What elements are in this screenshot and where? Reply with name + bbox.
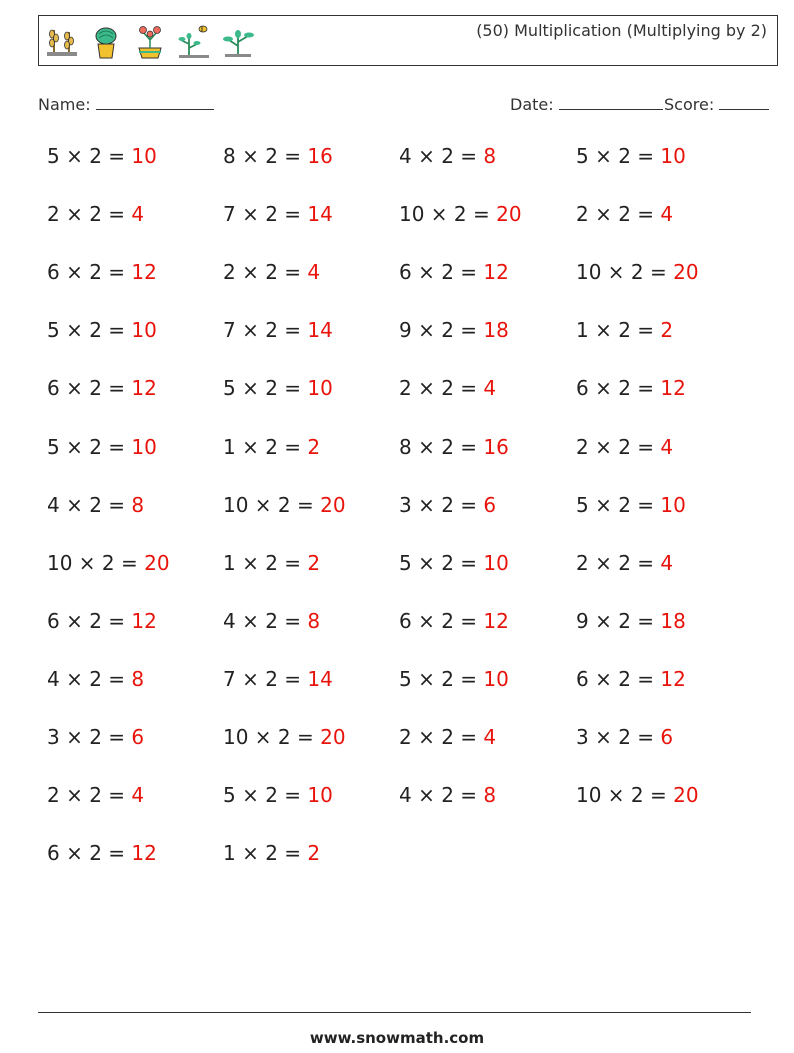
problem-question: 8 × 2 = bbox=[223, 144, 308, 168]
problem-item bbox=[399, 783, 496, 807]
problem-item bbox=[399, 551, 509, 575]
problem-answer: 8 bbox=[131, 666, 145, 691]
problem-question: 1 × 2 = bbox=[223, 550, 308, 575]
problem-question: 2 × 2 = bbox=[399, 376, 484, 401]
problem-answer: 20 bbox=[496, 202, 522, 227]
problem-answer: 12 bbox=[660, 376, 686, 401]
problem-item bbox=[223, 435, 320, 459]
problem-question: 5 × 2 = bbox=[47, 434, 132, 459]
problem-item bbox=[399, 493, 496, 517]
problem-answer: 10 bbox=[131, 434, 157, 459]
problem-question: 5 × 2 = bbox=[399, 550, 484, 575]
problem-answer: 20 bbox=[144, 550, 170, 575]
problem-answer: 14 bbox=[307, 318, 333, 343]
problem-answer: 10 bbox=[307, 376, 333, 401]
problem-item bbox=[399, 725, 496, 749]
potted-plant-icon bbox=[89, 22, 123, 60]
score-blank[interactable] bbox=[719, 93, 769, 110]
problem-question: 5 × 2 = bbox=[223, 783, 308, 808]
problem-item bbox=[576, 435, 673, 459]
problem-item bbox=[223, 783, 333, 807]
problem-answer: 20 bbox=[320, 725, 346, 749]
problem-answer: 12 bbox=[483, 260, 509, 285]
seedling-icon bbox=[221, 22, 255, 60]
problem-question: 6 × 2 = bbox=[399, 608, 484, 633]
problem-question: 7 × 2 = bbox=[223, 666, 308, 691]
problem-question: 5 × 2 = bbox=[223, 376, 308, 401]
problem-answer: 6 bbox=[483, 492, 497, 517]
score-field bbox=[664, 93, 769, 114]
problem-question: 6 × 2 = bbox=[576, 666, 661, 691]
problem-answer: 10 bbox=[131, 318, 157, 343]
problem-question: 9 × 2 = bbox=[576, 608, 661, 633]
problem-question: 2 × 2 = bbox=[47, 783, 132, 808]
problem-question: 10 × 2 = bbox=[576, 783, 674, 808]
problem-item bbox=[576, 667, 686, 691]
problem-item bbox=[47, 376, 157, 400]
problem-question: 7 × 2 = bbox=[223, 318, 308, 343]
problem-item bbox=[223, 318, 333, 342]
problem-item bbox=[47, 725, 144, 749]
problem-item bbox=[576, 144, 686, 168]
problem-answer: 12 bbox=[660, 666, 686, 691]
problem-question: 2 × 2 = bbox=[47, 202, 132, 227]
problem-answer: 2 bbox=[307, 841, 321, 866]
problem-answer: 14 bbox=[307, 202, 333, 227]
problem-question: 6 × 2 = bbox=[47, 608, 132, 633]
problem-question: 10 × 2 = bbox=[47, 550, 145, 575]
problem-item bbox=[47, 551, 170, 575]
problem-question: 6 × 2 = bbox=[47, 376, 132, 401]
problem-question: 6 × 2 = bbox=[47, 260, 132, 285]
problem-answer: 2 bbox=[660, 318, 674, 343]
problem-answer: 6 bbox=[131, 725, 145, 749]
problem-item bbox=[47, 144, 157, 168]
problem-question: 3 × 2 = bbox=[47, 725, 132, 749]
problem-answer: 12 bbox=[131, 841, 157, 866]
problem-item bbox=[47, 783, 144, 807]
problem-item bbox=[223, 667, 333, 691]
problem-question: 2 × 2 = bbox=[576, 434, 661, 459]
problem-question: 3 × 2 = bbox=[576, 725, 661, 749]
problem-item bbox=[47, 318, 157, 342]
plant-icons bbox=[45, 22, 255, 62]
problem-question: 5 × 2 = bbox=[47, 318, 132, 343]
problem-answer: 12 bbox=[483, 608, 509, 633]
problem-item bbox=[576, 609, 686, 633]
problem-answer: 20 bbox=[320, 492, 346, 517]
problem-answer: 18 bbox=[660, 608, 686, 633]
problem-answer: 10 bbox=[131, 144, 157, 168]
problem-item bbox=[399, 260, 509, 284]
problem-answer: 4 bbox=[660, 434, 674, 459]
problem-answer: 6 bbox=[660, 725, 674, 749]
problem-question: 1 × 2 = bbox=[223, 841, 308, 866]
problem-answer: 4 bbox=[131, 783, 145, 808]
worksheet-header bbox=[38, 15, 778, 66]
problem-answer: 4 bbox=[483, 376, 497, 401]
problem-item bbox=[576, 725, 673, 749]
problem-question: 4 × 2 = bbox=[223, 608, 308, 633]
problem-question: 9 × 2 = bbox=[399, 318, 484, 343]
problem-item bbox=[47, 609, 157, 633]
problem-item bbox=[223, 841, 320, 865]
problem-answer: 4 bbox=[660, 550, 674, 575]
problem-answer: 10 bbox=[660, 492, 686, 517]
problem-question: 2 × 2 = bbox=[576, 550, 661, 575]
problem-question: 4 × 2 = bbox=[399, 783, 484, 808]
name-label: Name: bbox=[38, 95, 91, 114]
problem-item bbox=[576, 376, 686, 400]
problem-question: 10 × 2 = bbox=[576, 260, 674, 285]
problem-question: 8 × 2 = bbox=[399, 434, 484, 459]
problem-answer: 12 bbox=[131, 260, 157, 285]
worksheet-title: (50) Multiplication (Multiplying by 2) bbox=[476, 21, 767, 40]
problem-answer: 10 bbox=[307, 783, 333, 808]
date-field bbox=[510, 93, 663, 114]
problem-item bbox=[47, 493, 144, 517]
problem-question: 2 × 2 = bbox=[576, 202, 661, 227]
problem-question: 6 × 2 = bbox=[399, 260, 484, 285]
problem-answer: 20 bbox=[673, 260, 699, 285]
problem-item bbox=[399, 376, 496, 400]
problem-answer: 4 bbox=[131, 202, 145, 227]
problem-question: 2 × 2 = bbox=[223, 260, 308, 285]
problem-question: 10 × 2 = bbox=[223, 725, 321, 749]
problem-answer: 14 bbox=[307, 666, 333, 691]
problem-question: 1 × 2 = bbox=[223, 434, 308, 459]
problem-item bbox=[223, 551, 320, 575]
wheat-icon bbox=[45, 22, 79, 60]
problem-item bbox=[399, 667, 509, 691]
problem-item bbox=[223, 609, 320, 633]
problem-answer: 16 bbox=[307, 144, 333, 168]
problem-answer: 12 bbox=[131, 608, 157, 633]
problem-item bbox=[576, 551, 673, 575]
problem-item bbox=[576, 202, 673, 226]
problem-item bbox=[399, 435, 509, 459]
name-blank[interactable] bbox=[96, 93, 214, 110]
date-blank[interactable] bbox=[559, 93, 663, 110]
problem-answer: 18 bbox=[483, 318, 509, 343]
problem-item bbox=[223, 260, 320, 284]
problem-question: 5 × 2 = bbox=[576, 492, 661, 517]
flower-pot-icon bbox=[133, 22, 167, 60]
problem-item bbox=[47, 202, 144, 226]
problem-item bbox=[399, 202, 522, 226]
problem-answer: 10 bbox=[483, 666, 509, 691]
problem-question: 2 × 2 = bbox=[399, 725, 484, 749]
problem-item bbox=[399, 609, 509, 633]
problem-answer: 8 bbox=[483, 783, 497, 808]
problem-question: 4 × 2 = bbox=[47, 666, 132, 691]
problem-question: 1 × 2 = bbox=[576, 318, 661, 343]
problem-question: 4 × 2 = bbox=[47, 492, 132, 517]
problem-item bbox=[576, 493, 686, 517]
score-label: Score: bbox=[664, 95, 715, 114]
problem-item bbox=[47, 435, 157, 459]
problem-item bbox=[223, 144, 333, 168]
problem-question: 7 × 2 = bbox=[223, 202, 308, 227]
problem-question: 10 × 2 = bbox=[223, 492, 321, 517]
problem-item bbox=[399, 144, 496, 168]
problem-item bbox=[47, 841, 157, 865]
problem-item bbox=[399, 318, 509, 342]
problem-question: 5 × 2 = bbox=[399, 666, 484, 691]
problem-answer: 4 bbox=[307, 260, 321, 285]
problem-item bbox=[223, 202, 333, 226]
problem-answer: 20 bbox=[673, 783, 699, 808]
date-label: Date: bbox=[510, 95, 554, 114]
problem-answer: 8 bbox=[307, 608, 321, 633]
problem-answer: 10 bbox=[483, 550, 509, 575]
problem-item bbox=[223, 725, 346, 749]
problem-item bbox=[223, 493, 346, 517]
problem-item bbox=[47, 260, 157, 284]
problem-answer: 8 bbox=[131, 492, 145, 517]
problem-item bbox=[576, 318, 673, 342]
sprout-bee-icon bbox=[177, 22, 211, 60]
problem-item bbox=[576, 783, 699, 807]
problem-answer: 2 bbox=[307, 550, 321, 575]
problem-item bbox=[47, 667, 144, 691]
footer-url: www.snowmath.com bbox=[309, 1029, 485, 1047]
problem-question: 6 × 2 = bbox=[576, 376, 661, 401]
problem-answer: 8 bbox=[483, 144, 497, 168]
problem-question: 10 × 2 = bbox=[399, 202, 497, 227]
problem-question: 4 × 2 = bbox=[399, 144, 484, 168]
problem-question: 5 × 2 = bbox=[576, 144, 661, 168]
problem-question: 6 × 2 = bbox=[47, 841, 132, 866]
problem-question: 3 × 2 = bbox=[399, 492, 484, 517]
problem-item bbox=[576, 260, 699, 284]
name-field bbox=[38, 93, 214, 114]
problem-answer: 16 bbox=[483, 434, 509, 459]
problem-answer: 4 bbox=[483, 725, 497, 749]
problem-item bbox=[223, 376, 333, 400]
problem-answer: 10 bbox=[660, 144, 686, 168]
problem-answer: 12 bbox=[131, 376, 157, 401]
problem-question: 5 × 2 = bbox=[47, 144, 132, 168]
footer-divider bbox=[38, 1012, 751, 1013]
problem-answer: 2 bbox=[307, 434, 321, 459]
problem-answer: 4 bbox=[660, 202, 674, 227]
